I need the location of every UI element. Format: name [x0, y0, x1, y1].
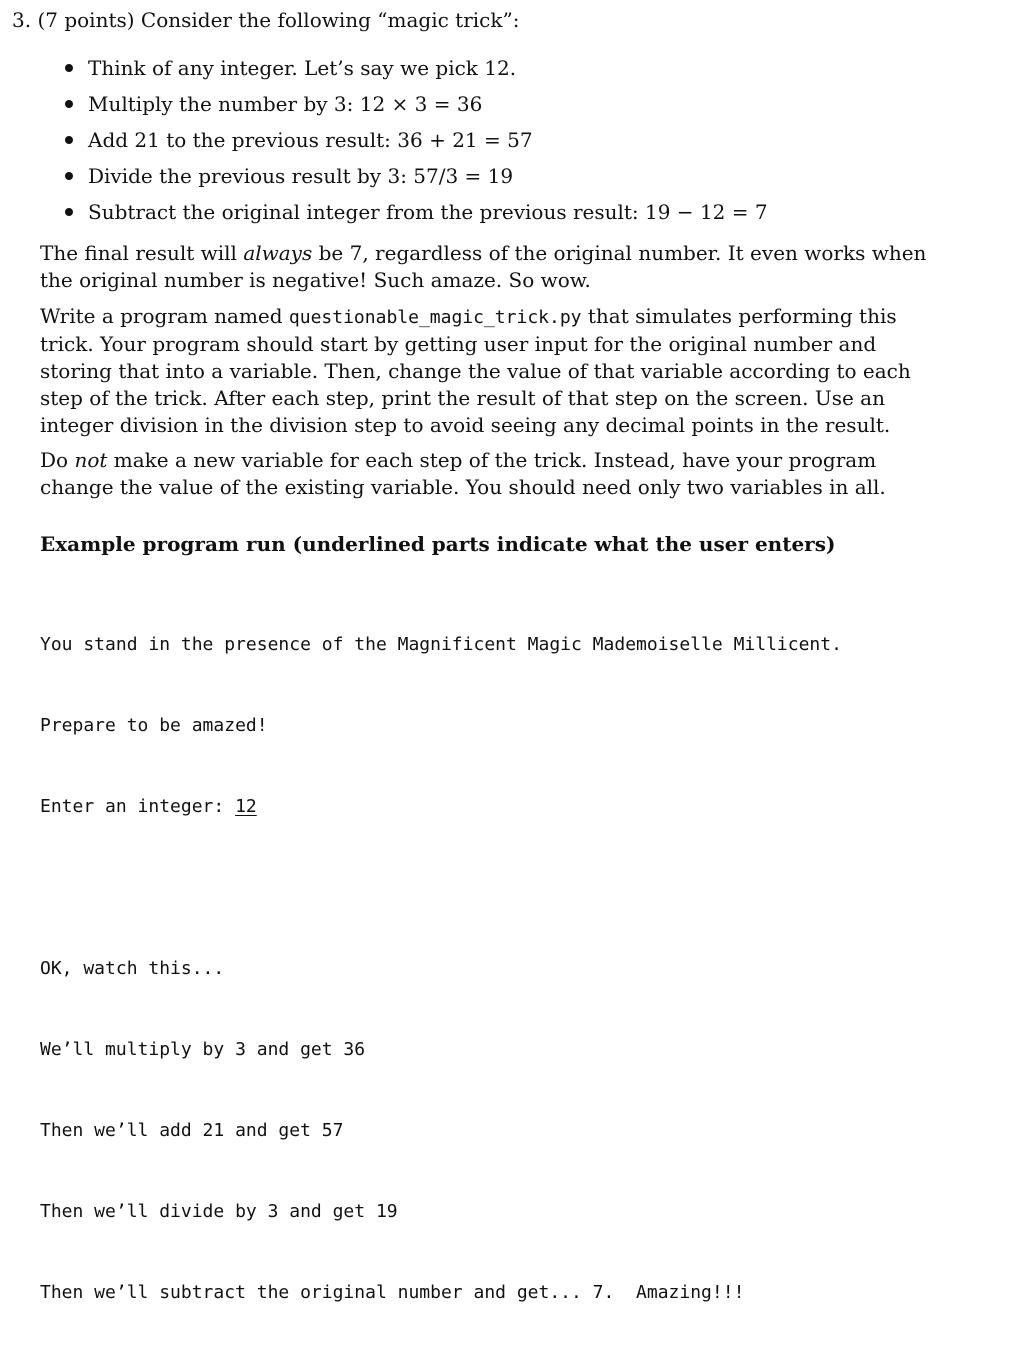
example-console-output	[40, 577, 842, 1360]
emphasis-text: always	[243, 241, 313, 265]
list-item	[62, 122, 768, 158]
bullet-icon	[65, 136, 73, 144]
step-text: Multiply the number by 3: 12 × 3 = 36	[88, 92, 483, 116]
paragraph-text: that simulates performing this trick. Your program should start by getting user input for the original number and storing that into a variable. Then, change the value of that variable according to each step of the trick. After each step, print the result of that step on the screen. Use an integer division in the division step to avoid seeing any decimal points in the result.	[40, 304, 911, 437]
paragraph-text: The final result will	[40, 241, 244, 265]
bullet-icon	[65, 172, 73, 180]
paragraph-text: be 7, regardless of the original number. It even works when the original number is negative! Such amaze. So wow.	[40, 241, 927, 292]
paragraph-text: Write a program named	[40, 304, 289, 328]
console-line	[40, 874, 842, 901]
console-line: We’ll multiply by 3 and get 36	[40, 1039, 366, 1060]
step-text: Subtract the original integer from the previous result: 19 − 12 = 7	[88, 200, 768, 224]
bullet-icon	[65, 100, 73, 108]
console-line: Prepare to be amazed!	[40, 715, 268, 736]
console-line: Then we’ll subtract the original number and get... 7. Amazing!!!	[40, 1282, 745, 1303]
problem-heading: 3. (7 points) Consider the following “magic trick”:	[12, 8, 520, 32]
list-item	[62, 194, 768, 230]
user-input-value: 12	[235, 796, 257, 817]
step-text: Think of any integer. Let’s say we pick 12.	[88, 56, 517, 80]
console-line: Then we’ll add 21 and get 57	[40, 1120, 344, 1141]
example-heading: Example program run (underlined parts indicate what the user enters)	[40, 532, 836, 556]
console-line-prompt	[40, 793, 842, 820]
step-text: Add 21 to the previous result: 36 + 21 = 57	[88, 128, 533, 152]
trick-steps-list	[62, 50, 768, 230]
paragraph-text: make a new variable for each step of the trick. Instead, have your program change the value of the existing variable. You should need only two variables in all.	[40, 448, 886, 499]
console-line: OK, watch this...	[40, 958, 225, 979]
console-line: Then we’ll divide by 3 and get 19	[40, 1201, 398, 1222]
list-item	[62, 158, 768, 194]
step-text: Divide the previous result by 3: 57/3 = 19	[88, 164, 514, 188]
emphasis-text: not	[74, 448, 108, 472]
bullet-icon	[65, 208, 73, 216]
console-line: You stand in the presence of the Magnificent Magic Mademoiselle Millicent.	[40, 634, 842, 655]
paragraph-constraint	[40, 447, 940, 501]
console-prompt-text: Enter an integer:	[40, 796, 236, 817]
paragraph-instructions	[40, 303, 940, 439]
paragraph-text: Do	[40, 448, 75, 472]
program-filename: questionable_magic_trick.py	[288, 307, 582, 328]
list-item	[62, 50, 768, 86]
bullet-icon	[65, 64, 73, 72]
paragraph-result	[40, 240, 940, 294]
list-item	[62, 86, 768, 122]
